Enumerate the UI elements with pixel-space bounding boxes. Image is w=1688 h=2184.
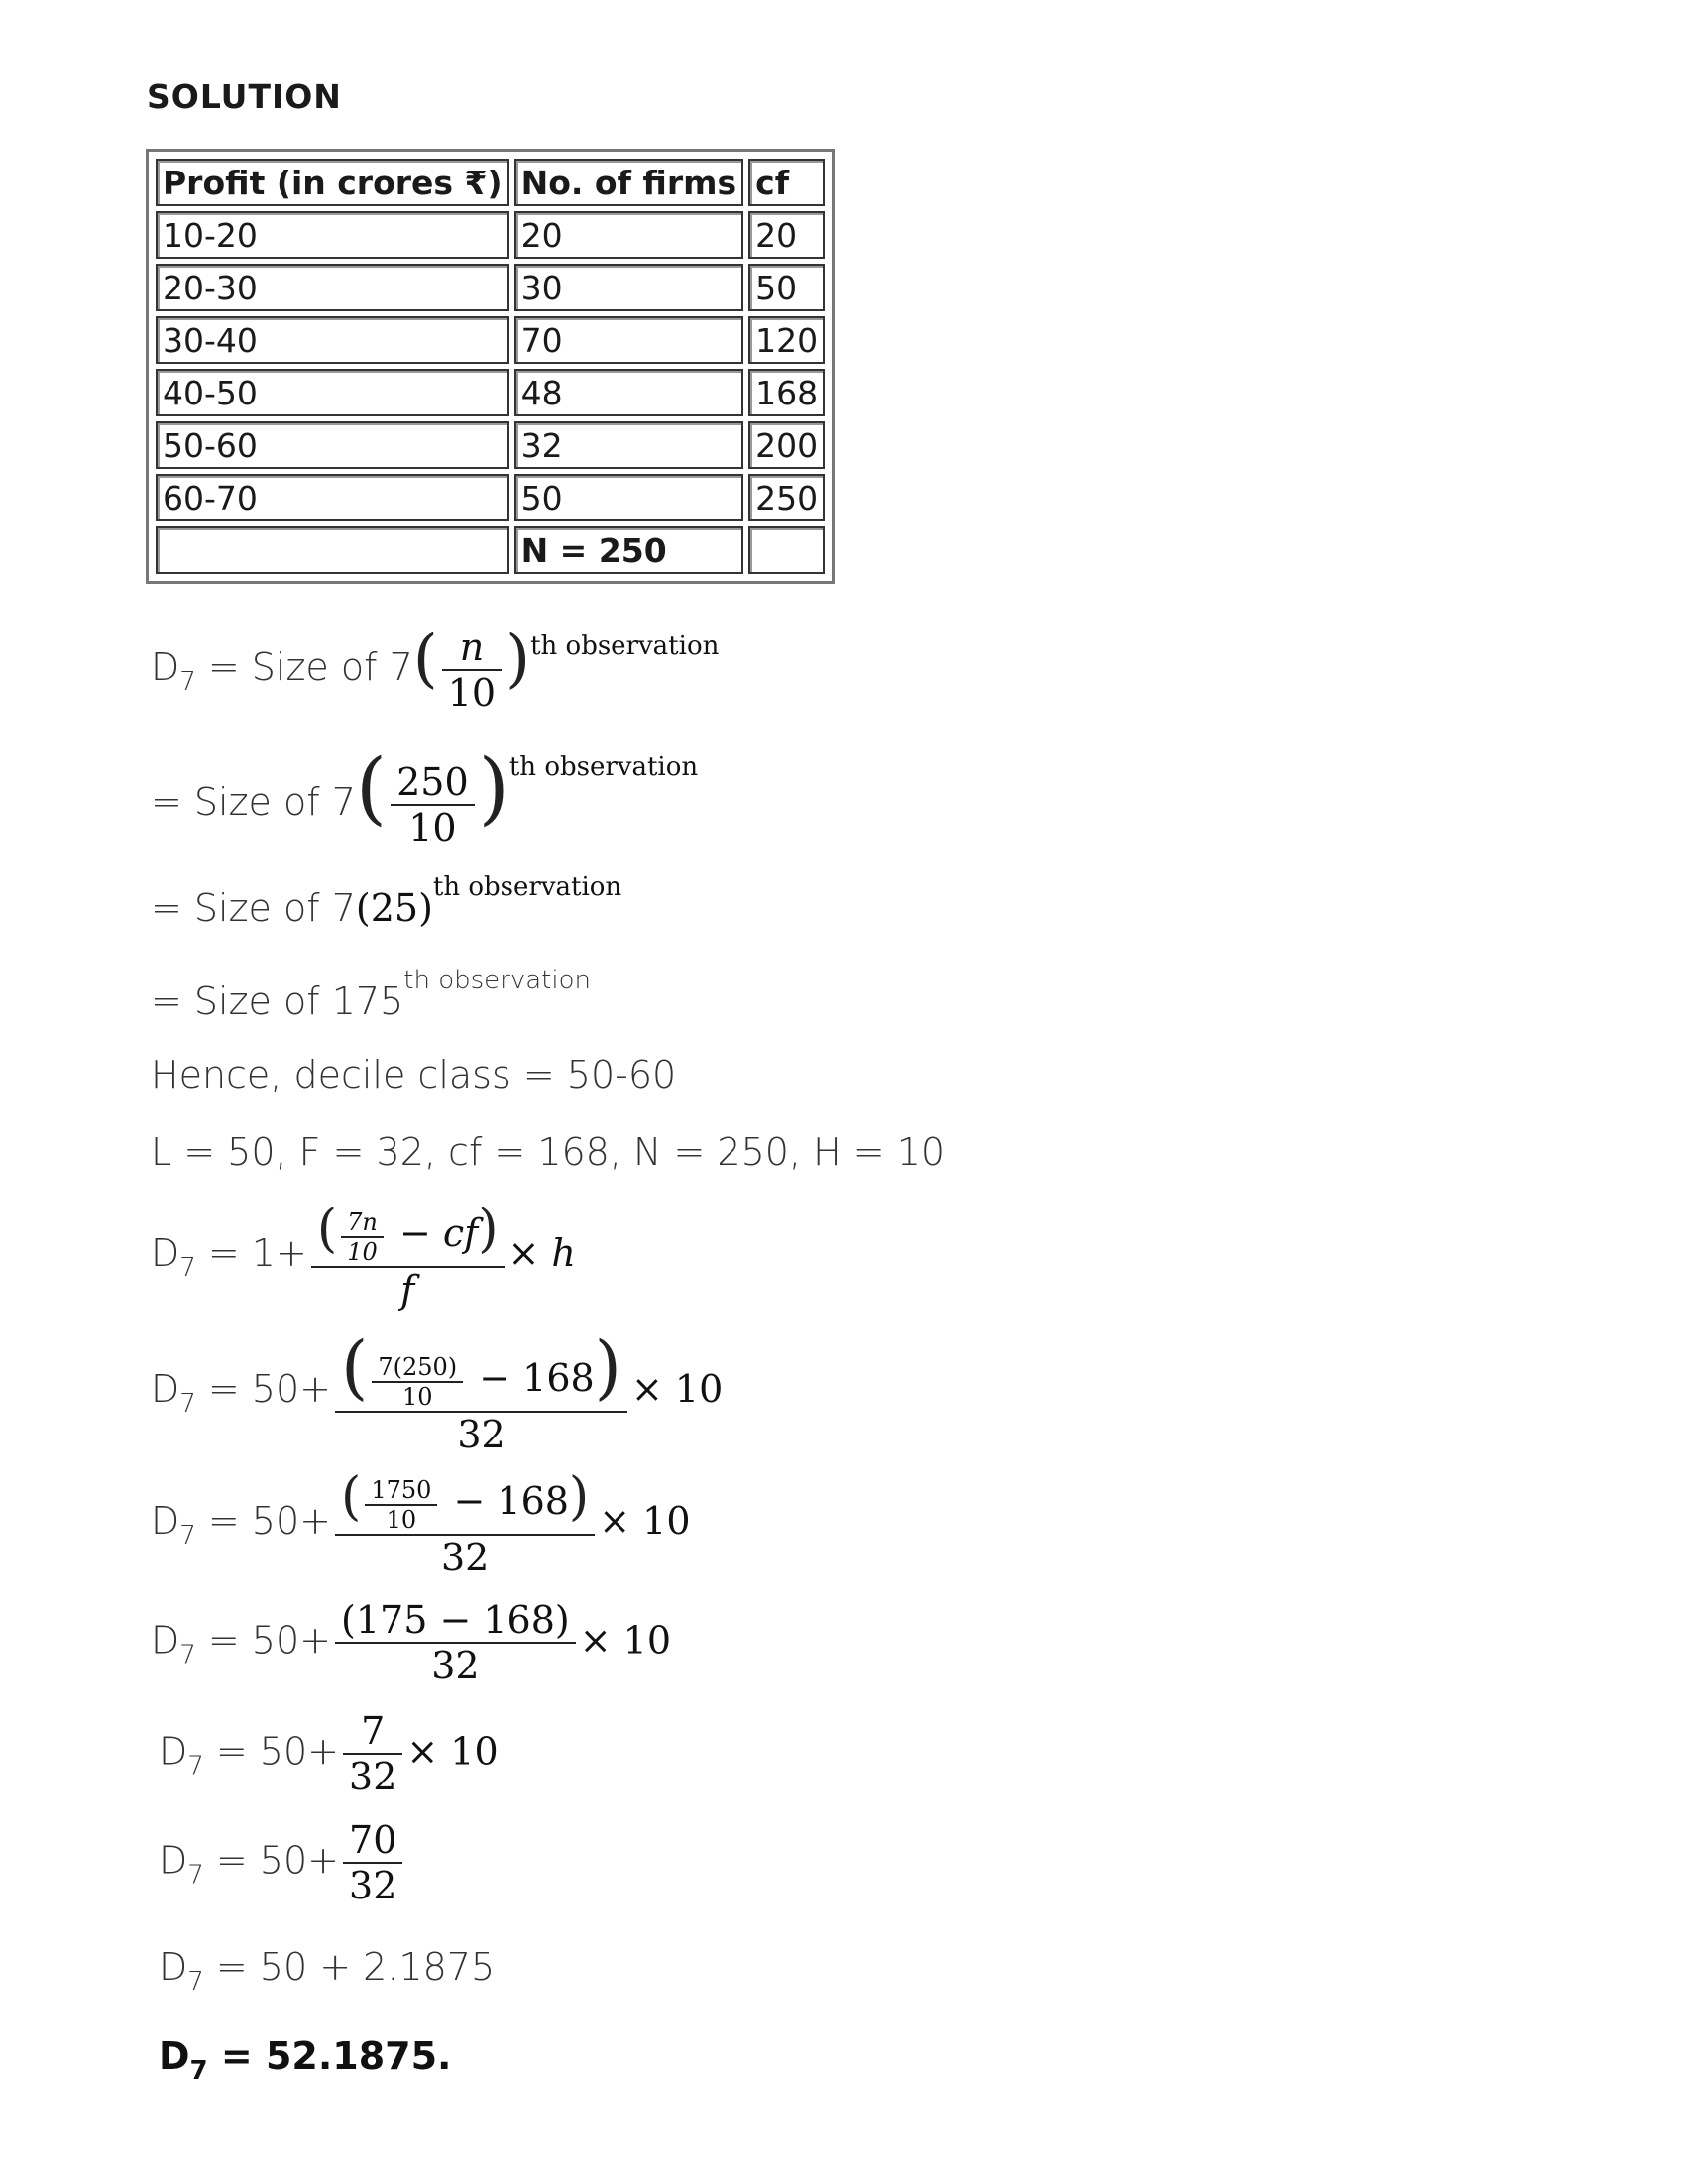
cell-firms: 50 [514,474,744,521]
step-text: = Size of 7 [151,780,356,824]
cell-total-n: N = 250 [514,526,744,574]
step-text: = Size of 175 [151,979,404,1023]
main-fraction: ( $\frac{7(250)}{10}$ − 168) 32 [335,1326,627,1456]
cell-profit: 50-60 [156,421,509,469]
d-subscript: 7 [179,1640,196,1670]
step-text: L = 50, F = 32, cf = 168, N = 250, H = 10 [151,1130,946,1174]
cell-firms: 32 [514,421,744,469]
superscript: th observation [508,752,699,782]
times-term: × h [507,1230,576,1275]
step-text: = Size of 7 [195,645,413,689]
cell-cf: 20 [748,211,825,259]
fraction-denominator: 32 [440,1535,490,1579]
cell-profit: 20-30 [156,264,509,311]
d-subscript: 7 [179,667,196,697]
inner-denominator: 10 [347,1237,378,1266]
table-row [156,421,825,469]
d-subscript: 7 [179,1520,196,1551]
step-text: = 50 + 2.1875 [203,1945,496,1989]
step-text: = Size of 7 [151,886,356,930]
fraction-numerator: n [442,626,502,671]
fraction-numerator: 250 [391,760,475,806]
fraction-numerator: 70 [343,1818,402,1864]
step-d7-definition: $D_7$ = Size of 7( $\frac{n}{10}$ )$^{th observation}$ [151,623,720,715]
final-value: = 52.1875. [207,2034,452,2078]
step-175-minus-168 [151,1598,671,1687]
table-header-row [156,159,825,206]
times-term: × 10 [599,1498,691,1543]
times-term: × 10 [406,1729,499,1774]
d-subscript: 7 [179,1388,196,1419]
main-fraction: ( $\frac{7n}{10}$ − cf) f [311,1200,505,1312]
cell-cf: 50 [748,264,825,311]
d-symbol: D [159,1945,188,1989]
fraction-denominator: 32 [349,1755,397,1798]
cell-total-empty [748,526,825,574]
d-subscript: 7 [187,1967,204,1997]
frequency-table [151,154,830,579]
step-substitute-values [151,1326,723,1456]
solution-heading: SOLUTION [147,77,342,116]
step-7-over-32 [159,1709,499,1798]
step-text: = 50+ [203,1838,340,1883]
table-row [156,316,825,364]
cell-profit: 10-20 [156,211,509,259]
cell-profit: 30-40 [156,316,509,364]
fraction-numerator: 7 [343,1709,402,1755]
d-symbol: D [151,645,180,689]
superscript: th observation [403,966,591,995]
frequency-table-frame [146,149,835,584]
fraction-denominator: 32 [431,1644,480,1687]
times-term: × 10 [579,1618,672,1663]
step-substitute-n: = Size of 7( $\frac{250}{10}$ )$^{th observation}$ [151,742,699,850]
minus-term: − 168 [441,1479,569,1523]
table-row [156,369,825,416]
d-subscript: 7 [189,2056,208,2086]
inner-denominator: 10 [386,1505,417,1534]
inner-numerator: 7n [341,1208,384,1238]
minus-term: − cf [387,1211,479,1255]
superscript: th observation [530,632,720,661]
final-answer [159,2034,451,2086]
d-subscript: 7 [179,1252,196,1283]
d-symbol: D [159,1729,188,1774]
d-subscript: 7 [187,1860,204,1891]
step-text: Hence, decile class = 50-60 [151,1053,677,1096]
cell-firms: 70 [514,316,744,364]
inner-denominator: 10 [401,1382,433,1411]
step-text: = 50+ [203,1729,340,1774]
step-70-over-32 [159,1818,406,1907]
d-symbol: D [159,1838,188,1883]
fraction-denominator: f [400,1267,415,1312]
d-symbol: D [151,1230,180,1275]
cell-profit: 60-70 [156,474,509,521]
cell-total-empty [156,526,509,574]
step-text: = 50+ [195,1498,332,1543]
cell-firms: 20 [514,211,744,259]
step-text: = 1+ [195,1230,307,1275]
fraction-denominator: 10 [447,670,497,715]
fraction-denominator: 10 [408,805,457,850]
cell-cf: 120 [748,316,825,364]
main-fraction: ( $\frac{1750}{10}$ − 168) 32 [335,1467,595,1579]
fraction-denominator: 32 [457,1412,506,1456]
header-profit: Profit (in crores ₹) [156,159,509,206]
step-175th [151,966,591,1023]
table-total-row [156,526,825,574]
decile-class-line [151,1053,676,1096]
header-cf: cf [748,159,825,206]
cell-firms: 48 [514,369,744,416]
minus-term: − 168 [467,1356,595,1400]
step-sum [159,1945,495,1997]
cell-firms: 30 [514,264,744,311]
fraction-numerator: (175 − 168) [335,1598,576,1644]
superscript: th observation [432,872,622,902]
parameters-line [151,1130,945,1174]
step-value: (25) [355,886,433,930]
cell-profit: 40-50 [156,369,509,416]
table-row [156,474,825,521]
table-row [156,264,825,311]
fraction-denominator: 32 [349,1864,397,1907]
step-decile-formula [151,1200,576,1312]
step-text: = 50+ [195,1618,332,1663]
inner-numerator: 1750 [365,1476,437,1506]
table-row [156,211,825,259]
cell-cf: 168 [748,369,825,416]
header-firms: No. of firms [514,159,744,206]
cell-cf: 250 [748,474,825,521]
inner-numerator: 7(250) [372,1353,463,1383]
d-subscript: 7 [187,1751,204,1782]
step-1750 [151,1467,691,1579]
d-symbol: D [151,1366,180,1411]
d-symbol: D [151,1618,180,1663]
cell-cf: 200 [748,421,825,469]
times-term: × 10 [630,1366,724,1411]
step-seven-times-25 [151,872,621,930]
d-symbol: D [159,2034,190,2078]
step-text: = 50+ [195,1366,332,1411]
d-symbol: D [151,1498,180,1543]
